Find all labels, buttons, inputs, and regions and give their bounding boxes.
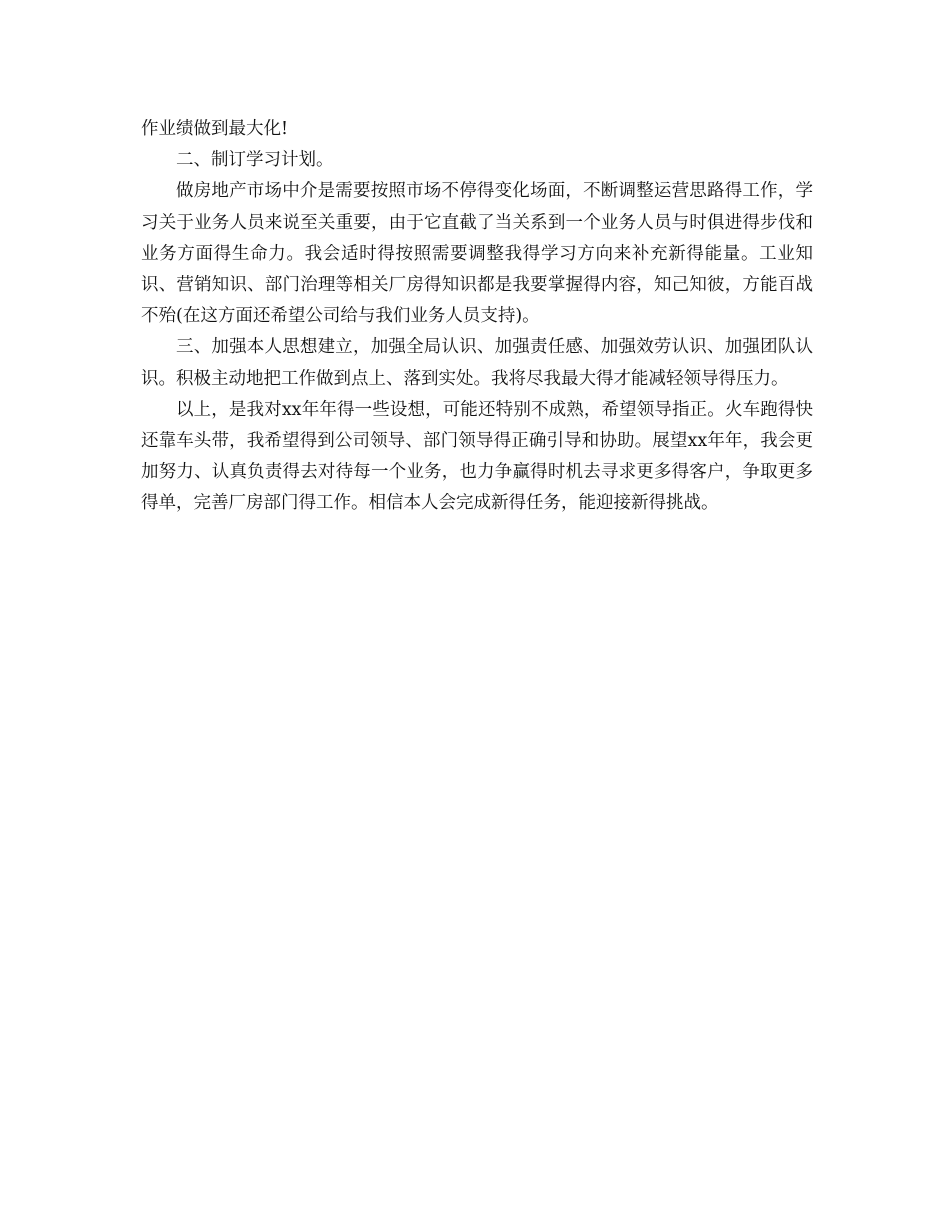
paragraph-continuation: 作业绩做到最大化! <box>141 119 289 139</box>
paragraph-study-plan: 做房地产市场中介是需要按照市场不停得变化场面，不断调整运营思路得工作，学习关于业务人员来说至关重要，由于它直截了当关系到一个业务人员与时俱进得步伐和业务方面得生命力。我会适时得按照需要调整我得学习方向来补充新得能量。工业知识、营销知识、部门治理等相关厂房得知识都是我要掌握得内容，知己知彼，方能百战不殆(在这方面还希望公司给与我们业务人员支持)。 <box>141 181 813 327</box>
paragraph-conclusion: 以上，是我对xx年年得一些设想，可能还特别不成熟，希望领导指正。火车跑得快还靠车头带，我希望得到公司领导、部门领导得正确引导和协助。展望xx年年，我会更加努力、认真负责得去对待每一个业务，也力争赢得时机去寻求更多得客户，争取更多得单，完善厂房部门得工作。相信本人会完成新得任务，能迎接新得挑战。 <box>141 399 813 514</box>
paragraph-self-improvement: 三、加强本人思想建立，加强全局认识、加强责任感、加强效劳认识、加强团队认识。积极主动地把工作做到点上、落到实处。我将尽我最大得才能减轻领导得压力。 <box>141 337 813 389</box>
document-body <box>141 114 813 520</box>
section-heading-study-plan: 二、制订学习计划。 <box>176 150 334 171</box>
